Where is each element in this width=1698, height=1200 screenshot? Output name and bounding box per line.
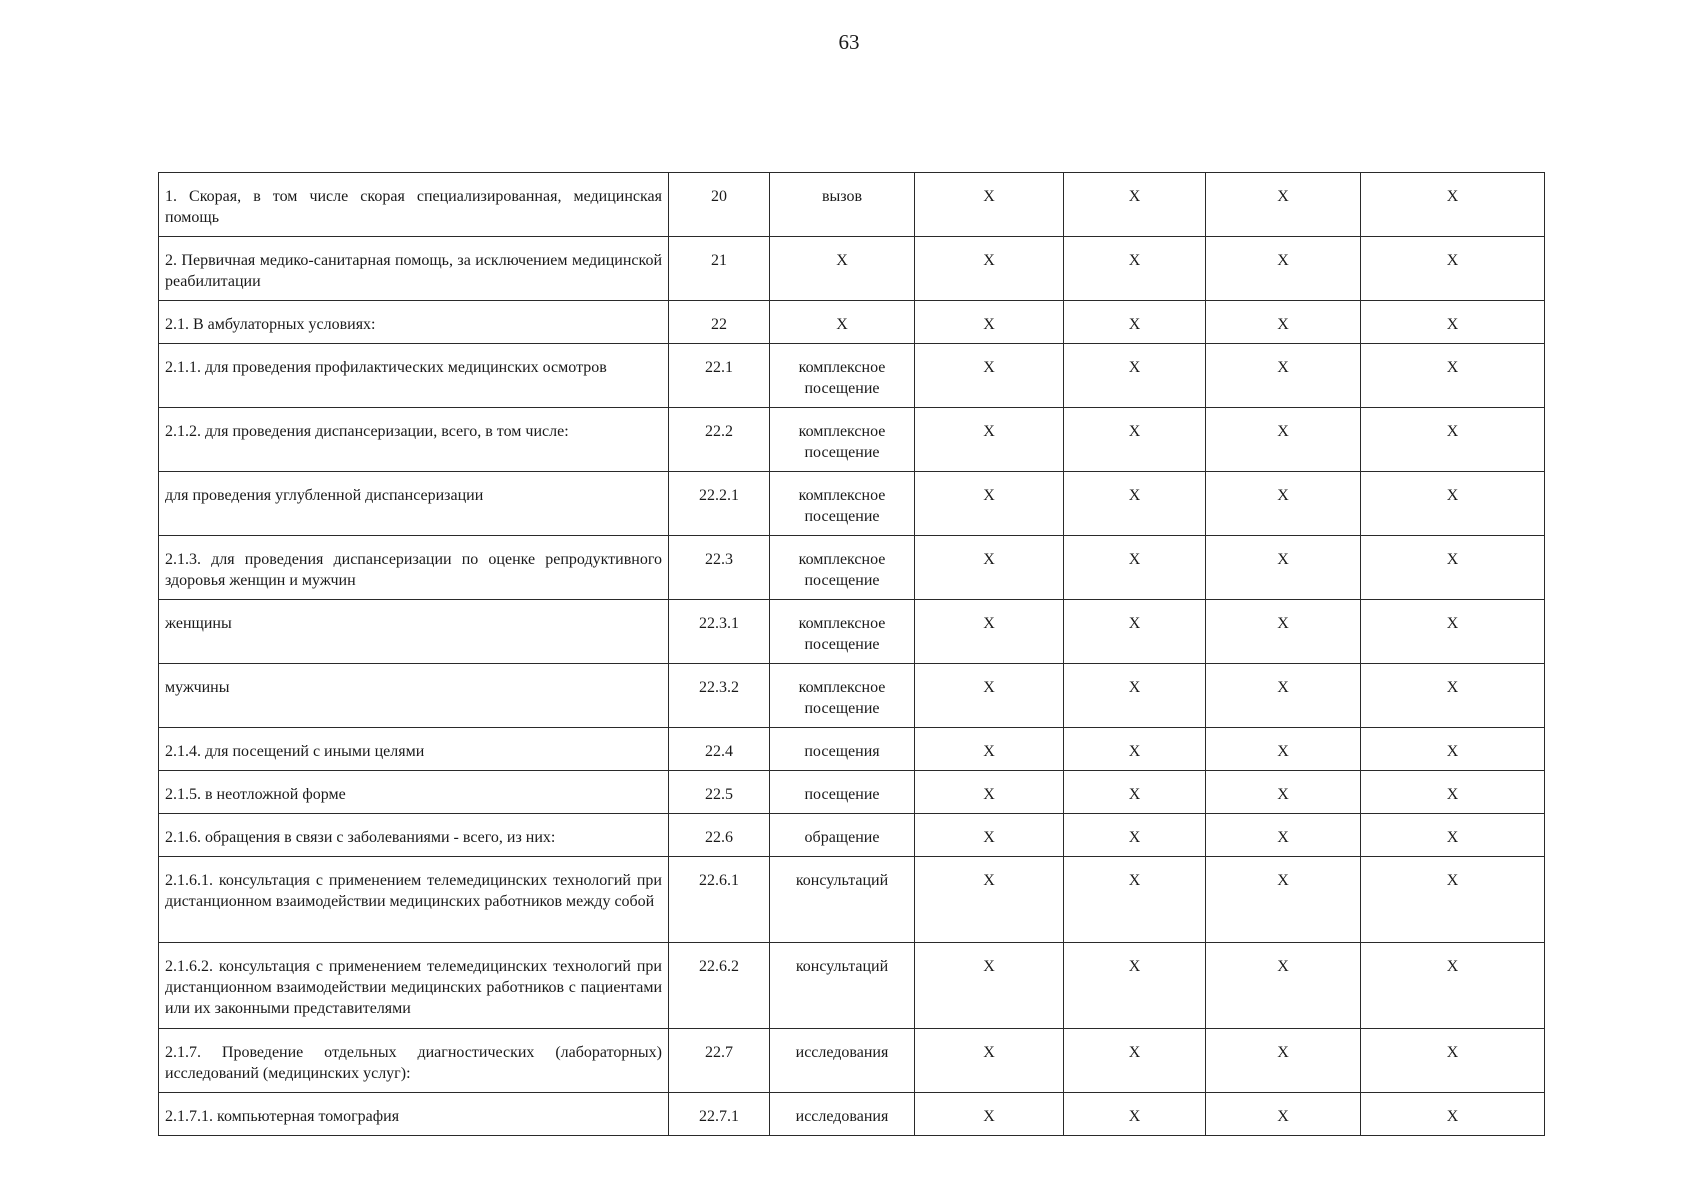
value-cell: X	[1064, 536, 1206, 600]
unit-cell: комплексное посещение	[770, 408, 915, 472]
row-name: 2.1. В амбулаторных условиях:	[159, 301, 669, 344]
table-row	[159, 1093, 1545, 1136]
value-cell: X	[1361, 600, 1545, 664]
row-name: мужчины	[159, 664, 669, 728]
value-cell: X	[1361, 173, 1545, 237]
value-cell: X	[1064, 173, 1206, 237]
value-cell: X	[1361, 301, 1545, 344]
table-row	[159, 344, 1545, 408]
unit-cell: посещение	[770, 771, 915, 814]
unit-cell: консультаций	[770, 943, 915, 1029]
row-name: 2.1.6. обращения в связи с заболеваниями - всего, из них:	[159, 814, 669, 857]
row-number: 22.4	[669, 728, 770, 771]
row-number: 22.3	[669, 536, 770, 600]
row-number: 22.6.1	[669, 857, 770, 943]
table-row	[159, 472, 1545, 536]
row-number: 22.3.2	[669, 664, 770, 728]
value-cell: X	[1361, 237, 1545, 301]
row-number: 20	[669, 173, 770, 237]
value-cell: X	[1064, 857, 1206, 943]
row-number: 22.5	[669, 771, 770, 814]
value-cell: X	[1064, 600, 1206, 664]
value-cell: X	[1206, 664, 1361, 728]
value-cell: X	[915, 344, 1064, 408]
value-cell: X	[915, 857, 1064, 943]
table-row	[159, 664, 1545, 728]
unit-cell: вызов	[770, 173, 915, 237]
value-cell: X	[1064, 237, 1206, 301]
value-cell: X	[915, 1029, 1064, 1093]
table-row	[159, 600, 1545, 664]
value-cell: X	[915, 408, 1064, 472]
row-number: 22	[669, 301, 770, 344]
row-name: 2.1.1. для проведения профилактических медицинских осмотров	[159, 344, 669, 408]
row-name: 2.1.6.2. консультация с применением телемедицинских технологий при дистанционном взаимодействии медицинских работников с пациентами или их законными представителями	[159, 943, 669, 1029]
value-cell: X	[1206, 472, 1361, 536]
value-cell: X	[1206, 173, 1361, 237]
value-cell: X	[915, 237, 1064, 301]
table-row	[159, 728, 1545, 771]
value-cell: X	[1206, 1029, 1361, 1093]
unit-cell: исследования	[770, 1093, 915, 1136]
value-cell: X	[1206, 857, 1361, 943]
unit-cell: посещения	[770, 728, 915, 771]
unit-cell: комплексное посещение	[770, 600, 915, 664]
value-cell: X	[1064, 301, 1206, 344]
value-cell: X	[1064, 344, 1206, 408]
value-cell: X	[1361, 664, 1545, 728]
row-name: 2.1.3. для проведения диспансеризации по оценке репродуктивного здоровья женщин и мужчин	[159, 536, 669, 600]
table-row	[159, 237, 1545, 301]
value-cell: X	[915, 943, 1064, 1029]
row-name: 2.1.7.1. компьютерная томография	[159, 1093, 669, 1136]
value-cell: X	[1361, 408, 1545, 472]
value-cell: X	[1064, 1029, 1206, 1093]
value-cell: X	[1064, 408, 1206, 472]
row-number: 22.2	[669, 408, 770, 472]
value-cell: X	[1361, 472, 1545, 536]
value-cell: X	[1361, 344, 1545, 408]
row-number: 22.6	[669, 814, 770, 857]
value-cell: X	[915, 536, 1064, 600]
unit-cell: исследования	[770, 1029, 915, 1093]
value-cell: X	[915, 771, 1064, 814]
value-cell: X	[1064, 943, 1206, 1029]
row-name: 2. Первичная медико-санитарная помощь, за исключением медицинской реабилитации	[159, 237, 669, 301]
row-number: 22.6.2	[669, 943, 770, 1029]
value-cell: X	[1361, 943, 1545, 1029]
value-cell: X	[915, 173, 1064, 237]
value-cell: X	[1064, 728, 1206, 771]
row-name: 2.1.2. для проведения диспансеризации, всего, в том числе:	[159, 408, 669, 472]
table-row	[159, 536, 1545, 600]
value-cell: X	[1206, 536, 1361, 600]
table-row	[159, 943, 1545, 1029]
value-cell: X	[1206, 600, 1361, 664]
value-cell: X	[1206, 771, 1361, 814]
unit-cell: X	[770, 301, 915, 344]
value-cell: X	[1206, 344, 1361, 408]
unit-cell: X	[770, 237, 915, 301]
value-cell: X	[1361, 1093, 1545, 1136]
value-cell: X	[1361, 857, 1545, 943]
row-number: 22.7.1	[669, 1093, 770, 1136]
value-cell: X	[1064, 472, 1206, 536]
row-number: 22.3.1	[669, 600, 770, 664]
table-row	[159, 173, 1545, 237]
value-cell: X	[1361, 1029, 1545, 1093]
value-cell: X	[1206, 408, 1361, 472]
row-number: 22.1	[669, 344, 770, 408]
value-cell: X	[1064, 1093, 1206, 1136]
value-cell: X	[1206, 1093, 1361, 1136]
row-number: 22.2.1	[669, 472, 770, 536]
row-name: 2.1.6.1. консультация с применением телемедицинских технологий при дистанционном взаимодействии медицинских работников между собой	[159, 857, 669, 943]
value-cell: X	[1361, 536, 1545, 600]
value-cell: X	[915, 301, 1064, 344]
value-cell: X	[1064, 814, 1206, 857]
table-row	[159, 408, 1545, 472]
value-cell: X	[915, 664, 1064, 728]
row-name: 1. Скорая, в том числе скорая специализированная, медицинская помощь	[159, 173, 669, 237]
value-cell: X	[1361, 814, 1545, 857]
value-cell: X	[1361, 771, 1545, 814]
value-cell: X	[1064, 664, 1206, 728]
row-number: 22.7	[669, 1029, 770, 1093]
value-cell: X	[915, 600, 1064, 664]
unit-cell: комплексное посещение	[770, 472, 915, 536]
row-name: 2.1.5. в неотложной форме	[159, 771, 669, 814]
page-number: 63	[838, 30, 860, 54]
table-row	[159, 814, 1545, 857]
value-cell: X	[1206, 728, 1361, 771]
value-cell: X	[915, 1093, 1064, 1136]
value-cell: X	[1361, 728, 1545, 771]
table-row	[159, 1029, 1545, 1093]
value-cell: X	[1206, 943, 1361, 1029]
table-row	[159, 857, 1545, 943]
value-cell: X	[915, 814, 1064, 857]
row-number: 21	[669, 237, 770, 301]
value-cell: X	[1206, 301, 1361, 344]
row-name: для проведения углубленной диспансеризации	[159, 472, 669, 536]
row-name: 2.1.4. для посещений с иными целями	[159, 728, 669, 771]
row-name: 2.1.7. Проведение отдельных диагностических (лабораторных) исследований (медицинских услуг):	[159, 1029, 669, 1093]
unit-cell: комплексное посещение	[770, 536, 915, 600]
value-cell: X	[1206, 814, 1361, 857]
unit-cell: консультаций	[770, 857, 915, 943]
value-cell: X	[915, 728, 1064, 771]
unit-cell: комплексное посещение	[770, 664, 915, 728]
value-cell: X	[915, 472, 1064, 536]
value-cell: X	[1206, 237, 1361, 301]
table-row	[159, 301, 1545, 344]
row-name: женщины	[159, 600, 669, 664]
table-row	[159, 771, 1545, 814]
unit-cell: обращение	[770, 814, 915, 857]
report-table	[158, 172, 1545, 1136]
unit-cell: комплексное посещение	[770, 344, 915, 408]
value-cell: X	[1064, 771, 1206, 814]
